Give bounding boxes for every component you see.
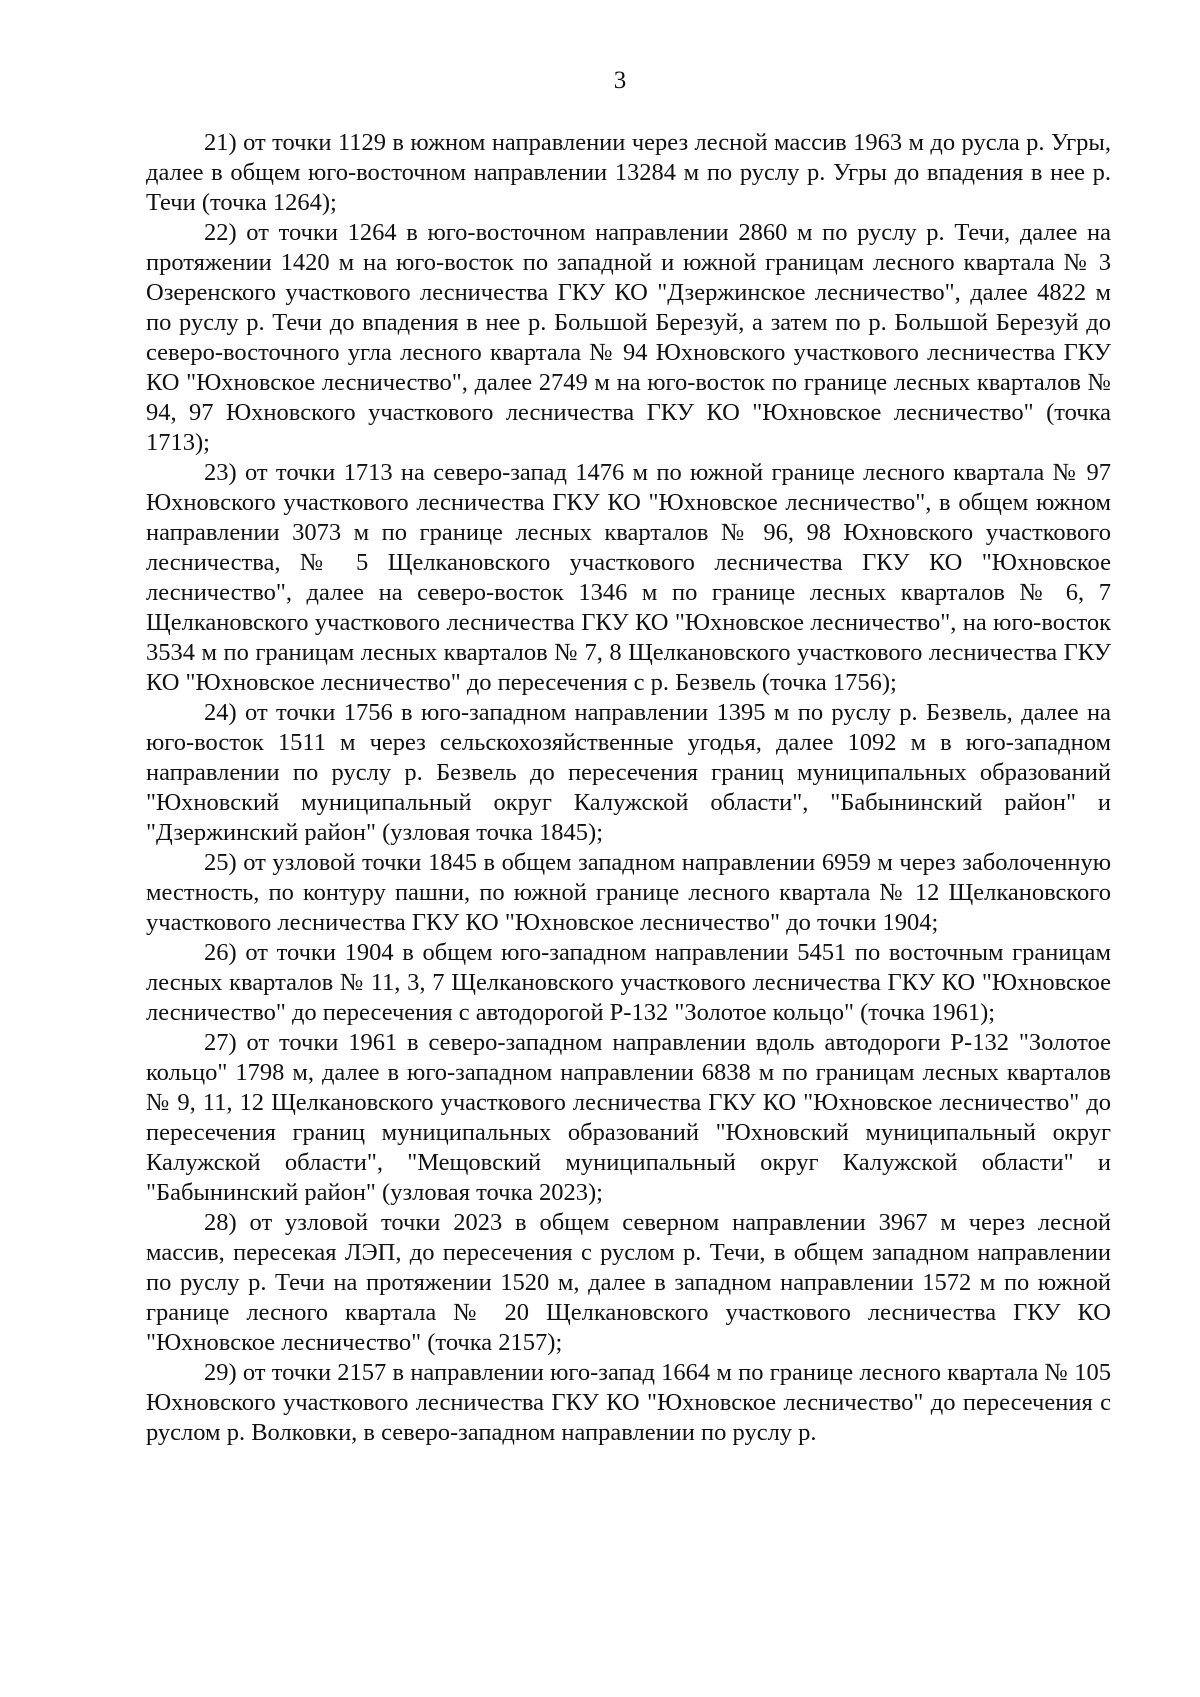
paragraph-29: 29) от точки 2157 в направлении юго-запад 1664 м по границе лесного квартала № 105 Юхновского участкового лесничества ГКУ КО "Юхновское лесничество" до пересечения с руслом р. Волковки, в северо-западном направлении по руслу р. [146, 1359, 1111, 1446]
paragraph-26: 26) от точки 1904 в общем юго-западном направлении 5451 по восточным границам лесных кварталов № 11, 3, 7 Щелкановского участкового лесничества ГКУ КО "Юхновское лесничество" до пересечения с автодорогой Р-132 "Золотое кольцо" (точка 1961); [146, 939, 1111, 1026]
page-number: 3 [613, 67, 627, 94]
paragraph-27: 27) от точки 1961 в северо-западном направлении вдоль автодороги Р-132 "Золотое кольцо" 1798 м, далее в юго-западном направлении 6838 м по границам лесных кварталов № 9, 11, 12 Щелкановского участкового лесничества ГКУ КО "Юхновское лесничество" до пересечения границ муниципальных образований "Юхновский муниципальный округ Калужской области", "Мещовский муниципальный округ Калужской области" и "Бабынинский район" (узловая точка 2023); [146, 1029, 1111, 1206]
paragraph-25: 25) от узловой точки 1845 в общем западном направлении 6959 м через заболоченную местность, по контуру пашни, по южной границе лесного квартала № 12 Щелкановского участкового лесничества ГКУ КО "Юхновское лесничество" до точки 1904; [146, 849, 1111, 936]
paragraph-24: 24) от точки 1756 в юго-западном направлении 1395 м по руслу р. Безвель, далее на юго-восток 1511 м через сельскохозяйственные угодья, далее 1092 м в юго-западном направлении по руслу р. Безвель до пересечения границ муниципальных образований "Юхновский муниципальный округ Калужской области", "Бабынинский район" и "Дзержинский район" (узловая точка 1845); [146, 699, 1111, 846]
paragraph-23: 23) от точки 1713 на северо-запад 1476 м по южной границе лесного квартала № 97 Юхновского участкового лесничества ГКУ КО "Юхновское лесничество", в общем южном направлении 3073 м по границе лесных кварталов № 96, 98 Юхновского участкового лесничества, № 5 Щелкановского участкового лесничества ГКУ КО "Юхновское лесничество", далее на северо-восток 1346 м по границе лесных кварталов № 6, 7 Щелкановского участкового лесничества ГКУ КО "Юхновское лесничество", на юго-восток 3534 м по границам лесных кварталов № 7, 8 Щелкановского участкового лесничества ГКУ КО "Юхновское лесничество" до пересечения с р. Безвель (точка 1756); [146, 459, 1111, 696]
paragraph-22: 22) от точки 1264 в юго-восточном направлении 2860 м по руслу р. Течи, далее на протяжении 1420 м на юго-восток по западной и южной границам лесного квартала № 3 Озеренского участкового лесничества ГКУ КО "Дзержинское лесничество", далее 4822 м по руслу р. Течи до впадения в нее р. Большой Березуй, а затем по р. Большой Березуй до северо-восточного угла лесного квартала № 94 Юхновского участкового лесничества ГКУ КО "Юхновское лесничество", далее 2749 м на юго-восток по границе лесных кварталов № 94, 97 Юхновского участкового лесничества ГКУ КО "Юхновское лесничество" (точка 1713); [146, 219, 1111, 456]
document-body [146, 128, 1111, 1448]
paragraph-28: 28) от узловой точки 2023 в общем северном направлении 3967 м через лесной массив, пересекая ЛЭП, до пересечения с руслом р. Течи, в общем западном направлении по руслу р. Течи на протяжении 1520 м, далее в западном направлении 1572 м по южной границе лесного квартала № 20 Щелкановского участкового лесничества ГКУ КО "Юхновское лесничество" (точка 2157); [146, 1209, 1111, 1356]
paragraph-21: 21) от точки 1129 в южном направлении через лесной массив 1963 м до русла р. Угры, далее в общем юго-восточном направлении 13284 м по руслу р. Угры до впадения в нее р. Течи (точка 1264); [146, 129, 1111, 216]
